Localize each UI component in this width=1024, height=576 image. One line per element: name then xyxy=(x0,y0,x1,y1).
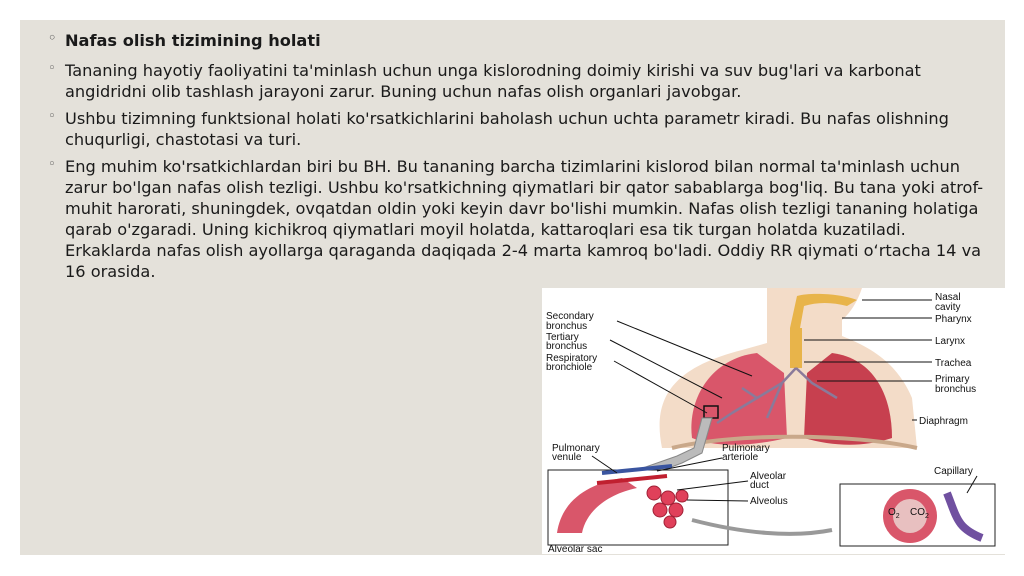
bullet-marker: ◦ xyxy=(48,61,56,76)
label-nasal-1: Nasal xyxy=(935,292,961,303)
bullet-list xyxy=(48,30,993,288)
bullet-item xyxy=(48,108,993,150)
label-o2-sub: 2 xyxy=(895,513,900,520)
label-nasal-2: cavity xyxy=(935,302,961,313)
label-diaphragm: Diaphragm xyxy=(919,416,968,427)
bullet-heading xyxy=(48,30,993,51)
label-larynx: Larynx xyxy=(935,336,966,347)
label-primary-2: bronchus xyxy=(935,384,977,395)
label-respiratory-2: bronchiole xyxy=(546,362,593,373)
label-respiratory-1: Respiratory xyxy=(546,353,598,364)
label-pharynx: Pharynx xyxy=(935,314,972,325)
label-arteriole-1: Pulmonary xyxy=(722,443,770,454)
respiratory-system-diagram xyxy=(542,288,1007,554)
label-alveolar-sac: Alveolar sac xyxy=(548,544,603,554)
label-venule-1: Pulmonary xyxy=(552,443,600,454)
label-trachea: Trachea xyxy=(935,358,972,369)
heading-text: Nafas olish tizimining holati xyxy=(65,31,321,50)
bullet-text: Eng muhim ko'rsatkichlardan biri bu BH. Bu tananing barcha tizimlarini kislorod bilan normal ta'minlash uchun zarur bo'lgan nafas olish tezligi. Ushbu ko'rsatkichning qiymatlari bir qator sabablarga bog'liq. Bu tana yoki atrof-muhit harorati, shuningdek, ovqatdan oldin yoki keyin davr bo'lishi mumkin. Nafas olish tezligi tananing holatiga qarab o'zgaradi. Uning kichikroq qiymatlari moyil holatda, kattaroqlari esa tik turgan holatda kuzatiladi. Erkaklarda nafas olish ayollarga qaraganda daqiqada 2-4 marta kamroq bo'ladi. Oddiy RR qiymati o‘rtacha 14 va 16 orasida. xyxy=(65,157,984,281)
label-capillary: Capillary xyxy=(934,466,973,477)
label-o2-main: O xyxy=(888,507,896,518)
bullet-marker: ◦ xyxy=(48,109,56,124)
label-secondary-2: bronchus xyxy=(546,321,588,332)
label-duct-2: duct xyxy=(750,480,769,491)
label-alveolus: Alveolus xyxy=(750,496,788,507)
label-primary-1: Primary xyxy=(935,374,970,385)
label-co2-main: CO xyxy=(910,507,925,518)
bullet-marker: ◦ xyxy=(48,157,56,172)
bullet-marker: ◦ xyxy=(48,31,57,46)
label-co2-sub: 2 xyxy=(925,513,929,520)
label-duct-1: Alveolar xyxy=(750,471,787,482)
label-tertiary-1: Tertiary xyxy=(546,332,579,343)
bullet-item xyxy=(48,156,993,282)
label-tertiary-2: bronchus xyxy=(546,341,588,352)
bullet-item xyxy=(48,60,993,102)
bullet-text: Ushbu tizimning funktsional holati ko'rsatkichlarini baholash uchun uchta parametr kiradi. Bu nafas olishning chuqurligi, chastotasi va turi. xyxy=(65,109,949,149)
trachea-shape xyxy=(790,328,802,368)
label-arteriole-2: arteriole xyxy=(722,452,759,463)
label-venule-2: venule xyxy=(552,452,582,463)
label-secondary-1: Secondary xyxy=(546,311,594,322)
bullet-text: Tananing hayotiy faoliyatini ta'minlash uchun unga kislorodning doimiy kirishi va suv bug'lari va karbonat angidridni olib tashlash jarayoni zarur. Buning uchun nafas olish organlari javobgar. xyxy=(65,61,921,101)
